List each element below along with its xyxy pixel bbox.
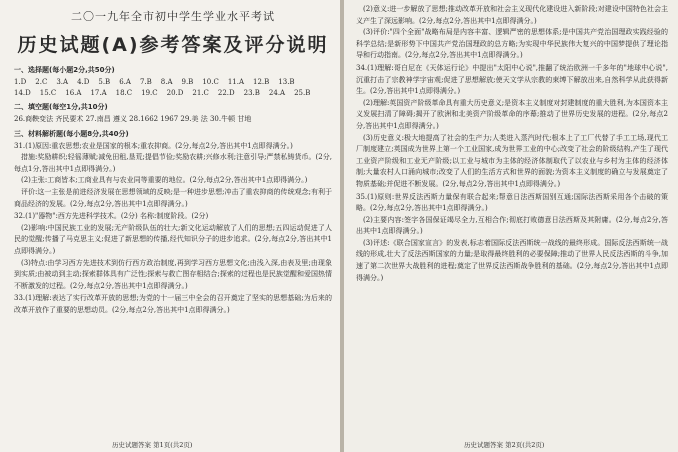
page-footer-left: 历史试题答案 第1页(共2页) [112, 441, 193, 449]
answer: 11.A [227, 78, 245, 86]
page-footer-right: 历史试题答案 第2页(共2页) [464, 441, 545, 449]
answer-paragraph: (2)影响:中国民族工业的发展;无产阶级队伍的壮大;新文化运动解放了人们的思想;五四运动促进了人民的觉醒;传播了马克思主义;促进了新思想的传播,经代知识分子的进步追求。(2分,每点2分,答出其中1点即得满分。) [14, 223, 332, 255]
answer: 1.D [14, 78, 27, 86]
answer: 20.D [166, 89, 184, 97]
answer-paragraph: (3)特点:由学习西方先进技术到仿行西方政治制度,再到学习西方思想文化;由浅入深,由表及里;由现象到实质;由被动到主动;探索群体具有广泛性;探索与救亡图存相结合;探索的过程也是民族觉醒和爱国热情不断激发的过程。(2分,每点2分,答出其中1点即得满分。) [14, 258, 332, 290]
fill-answers: 26.商鞅变法 齐民要术 27.南昌 遵义 28.1662 1967 29.美 法 30.牛顿 甘地 [14, 115, 252, 123]
answer: 18.C [115, 89, 133, 97]
answer-paragraph: 32.(1)"器物":西方先进科学技术。(2分) 名称:制度阶段。(2分) [14, 212, 209, 221]
answer: 23.B [243, 89, 260, 97]
answer-paragraph: 评价:这一主张是前进经济发展在思想领域的反映;是一种进步思想;冲击了重农抑商的传统观念;有利于商品经济的发展。(2分,每点2分,答出其中1点即得满分。) [14, 187, 332, 208]
answer: 7.B [139, 78, 152, 86]
answer-paragraph: (3)历史意义:极大地提高了社会的生产力;人类进入蒸汽时代;根本上了工厂代替了手工工场,现代工厂制度建立;英国成为世界上第一个工业国家,成为世界工业的中心;改变了社会的阶级结构,产生了现代工业资产阶级和工业无产阶级;以工业与城市为主体的经济体制取代了以农业与乡村为主体的经济体制;大量农村人口涌向城市;改变了人们的生活方式和世界的面貌;为资本主义制度的确立与发展奠定了物质基础;并促进不断发展。(2分,每点2分,答出其中1点即得满分。) [356, 133, 668, 188]
main-title: 历史试题(A)参考答案及评分说明 [17, 34, 329, 56]
answer: 19.C [141, 89, 158, 97]
answer: 2.C [35, 78, 48, 86]
answer-paragraph: (2)主要内容:签字各国保证竭尽全力,互相合作;彻底打败德意日法西斯及其附庸。(2分,每点2分,答出其中1点即得满分。) [356, 215, 668, 236]
section-fill-heading: 二、填空题(每空1分,共10分) [14, 103, 108, 111]
answer: 10.C [202, 78, 219, 86]
choice-answers-row-2 [14, 88, 332, 99]
answer: 5.B [98, 78, 111, 86]
answer-paragraph: (2)理解:英国资产阶级革命具有重大历史意义;是资本主义制度对封建制度的重大胜利,为本国资本主义发展扫清了障碍;揭开了欧洲和北美资产阶级革命的序幕;推动了世界历史发展的进程。(2分,每点2分,答出其中1点即得满分。) [356, 98, 668, 130]
answer: 22.D [217, 89, 235, 97]
answer-paragraph: 34.(1)理解:哥白尼在《天体运行论》中提出"太阳中心说",推翻了统治欧洲一千多年的"地球中心说",沉重打击了宗教神学宇宙观;促进了思想解放;使天文学从宗教的束缚下解放出来,自然科学从此获得新生。(2分,答出其中1点即得满分。) [356, 63, 668, 96]
section-choice-heading: 一、选择题(每小题2分,共50分) [14, 66, 115, 74]
section-analysis-heading: 三、材料解析题(每小题8分,共40分) [14, 129, 129, 138]
answer-paragraph: (2)主张:工商皆本;工商业具有与农业同等重要的地位。(2分,每点2分,答出其中1点即得满分。) [21, 176, 308, 185]
answer: 21.C [192, 89, 209, 97]
answer: 24.A [268, 89, 286, 97]
answer-paragraph: 31.(1)原因:重农思想;农业是国家的根本;重农抑商。(2分,每点2分,答出其中1点即得满分。) [14, 141, 293, 150]
answer: 16.A [65, 89, 82, 97]
answer-paragraph: (3)评价:"四个全面"战略布局是内容丰富、逻辑严密的思想体系;是中国共产党治国理政实践经验的科学总结;是新形势下中国共产党治国理政的总方略;为实现中华民族伟大复兴的中国梦提供了理论指导和行动指南。(2分,每点2分,答出其中1点即得满分。) [356, 28, 668, 60]
answer: 13.B [278, 78, 295, 86]
answer: 12.B [253, 78, 270, 86]
answer: 14.D [14, 89, 31, 97]
answer: 6.A [119, 78, 131, 86]
exam-title: 二〇一九年全市初中学生学业水平考试 [71, 10, 275, 23]
answer-paragraph: 措施:奖励耕织;轻徭薄赋;减免田租,垦荒;提倡节俭;奖励农耕;兴修水利;注意引导;严禁私铸货币。(2分,每点1分,答出其中1点即得满分。) [14, 153, 332, 173]
answer: 17.A [90, 89, 107, 97]
answer-paragraph: 35.(1)原则:世界反法西斯力量保有联合起来;帮意日法西斯国别互通;国际法西斯采用各个击破的策略。(2分,每点2分,答出其中1点即得满分。) [356, 192, 668, 213]
answer-paragraph: (2)意义:进一步解放了思想;推动改革开放和社会主义现代化建设进入新阶段;对建设中国特色社会主义产生了深远影响。(2分,每点2分,答出其中1点即得满分。) [356, 5, 668, 25]
answer: 4.D [77, 78, 90, 86]
answer-paragraph: 33.(1)理解:表达了实行改革开放的思想;为党的十一届三中全会的召开奠定了坚实的思想基础;为后来的改革开放作了重要的思想动员。(2分,每点2分,答出其中1点即得满分。) [14, 294, 332, 314]
answer: 15.C [39, 89, 57, 97]
choice-answers-row-1 [14, 77, 332, 88]
answer: 9.B [181, 78, 194, 86]
page-right [344, 0, 678, 452]
answer: 8.A [160, 78, 173, 86]
answer: 3.A [56, 78, 69, 86]
answer-paragraph: (3)评述:《联合国家宣言》的发表,标志着国际反法西斯统一战线的最终形成。国际反法西斯统一战线的形成,壮大了反法西斯国家的力量;是取得最终胜利的必要保障;推动了世界人民反法西斯的斗争,加速了第二次世界大战胜利的进程;奠定了世界反法西斯战争胜利的基础。(2分,每点2分,答出其中1点即得满分。) [356, 238, 668, 282]
answer: 25.B [294, 89, 311, 97]
